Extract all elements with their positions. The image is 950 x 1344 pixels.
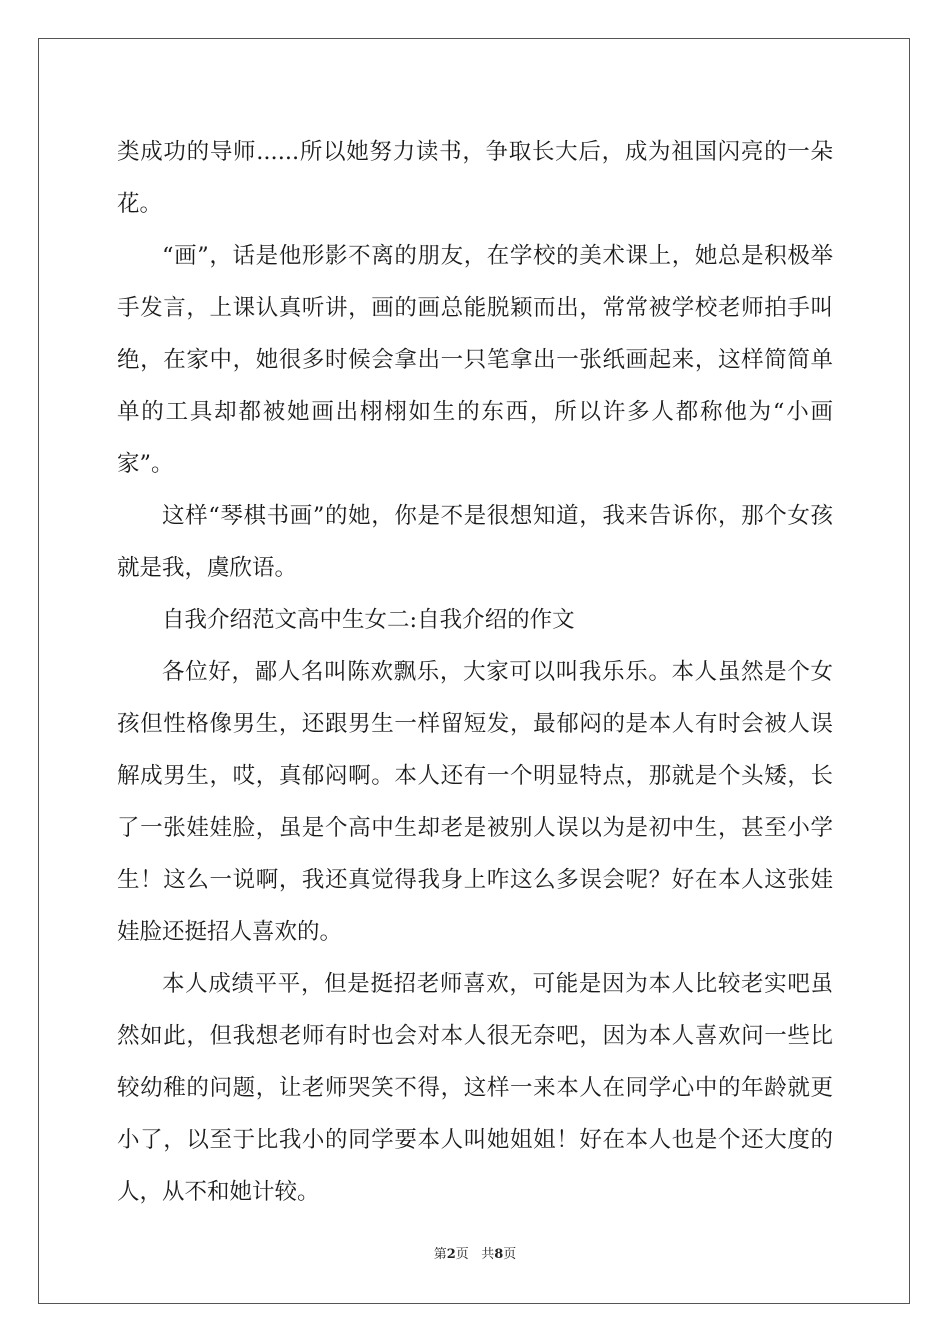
- footer-total-suffix: 页: [503, 1247, 517, 1262]
- document-body: [117, 126, 833, 1218]
- footer-total-pages: 8: [494, 1247, 504, 1262]
- section-heading: 自我介绍范文高中生女二:自我介绍的作文: [162, 607, 575, 633]
- paragraph-4: 各位好，鄙人名叫陈欢飘乐，大家可以叫我乐乐。本人虽然是个女孩但性格像男生，还跟男生一样留短发，最郁闷的是本人有时会被人误解成男生，哎，真郁闷啊。本人还有一个明显特点，那就是个头矮，长了一张娃娃脸，虽是个高中生却老是被别人误以为是初中生，甚至小学生！这么一说啊，我还真觉得我身上咋这么多误会呢？好在本人这张娃娃脸还挺招人喜欢的。: [117, 659, 833, 945]
- paragraph-5: 本人成绩平平，但是挺招老师喜欢，可能是因为本人比较老实吧虽然如此，但我想老师有时也会对本人很无奈吧，因为本人喜欢问一些比较幼稚的问题，让老师哭笑不得，这样一来本人在同学心中的年龄就更小了，以至于比我小的同学要本人叫她姐姐！好在本人也是个还大度的人，从不和她计较。: [117, 971, 833, 1205]
- footer-total-prefix: 共: [481, 1247, 495, 1262]
- paragraph-1: 类成功的导师......所以她努力读书，争取长大后，成为祖国闪亮的一朵花。: [117, 139, 833, 217]
- footer-page-suffix: 页: [455, 1247, 469, 1262]
- paragraph-3: 这样“琴棋书画”的她，你是不是很想知道，我来告诉你，那个女孩就是我，虞欣语。: [117, 503, 833, 581]
- page-footer: [0, 1246, 950, 1264]
- paragraph-2: “画”，话是他形影不离的朋友，在学校的美术课上，她总是积极举手发言，上课认真听讲，画的画总能脱颖而出，常常被学校老师拍手叫绝，在家中，她很多时候会拿出一只笔拿出一张纸画起来，这样简简单单的工具却都被她画出栩栩如生的东西，所以许多人都称他为“小画家”。: [117, 243, 833, 477]
- footer-prefix: 第: [433, 1247, 447, 1262]
- footer-page-number: 2: [446, 1247, 456, 1262]
